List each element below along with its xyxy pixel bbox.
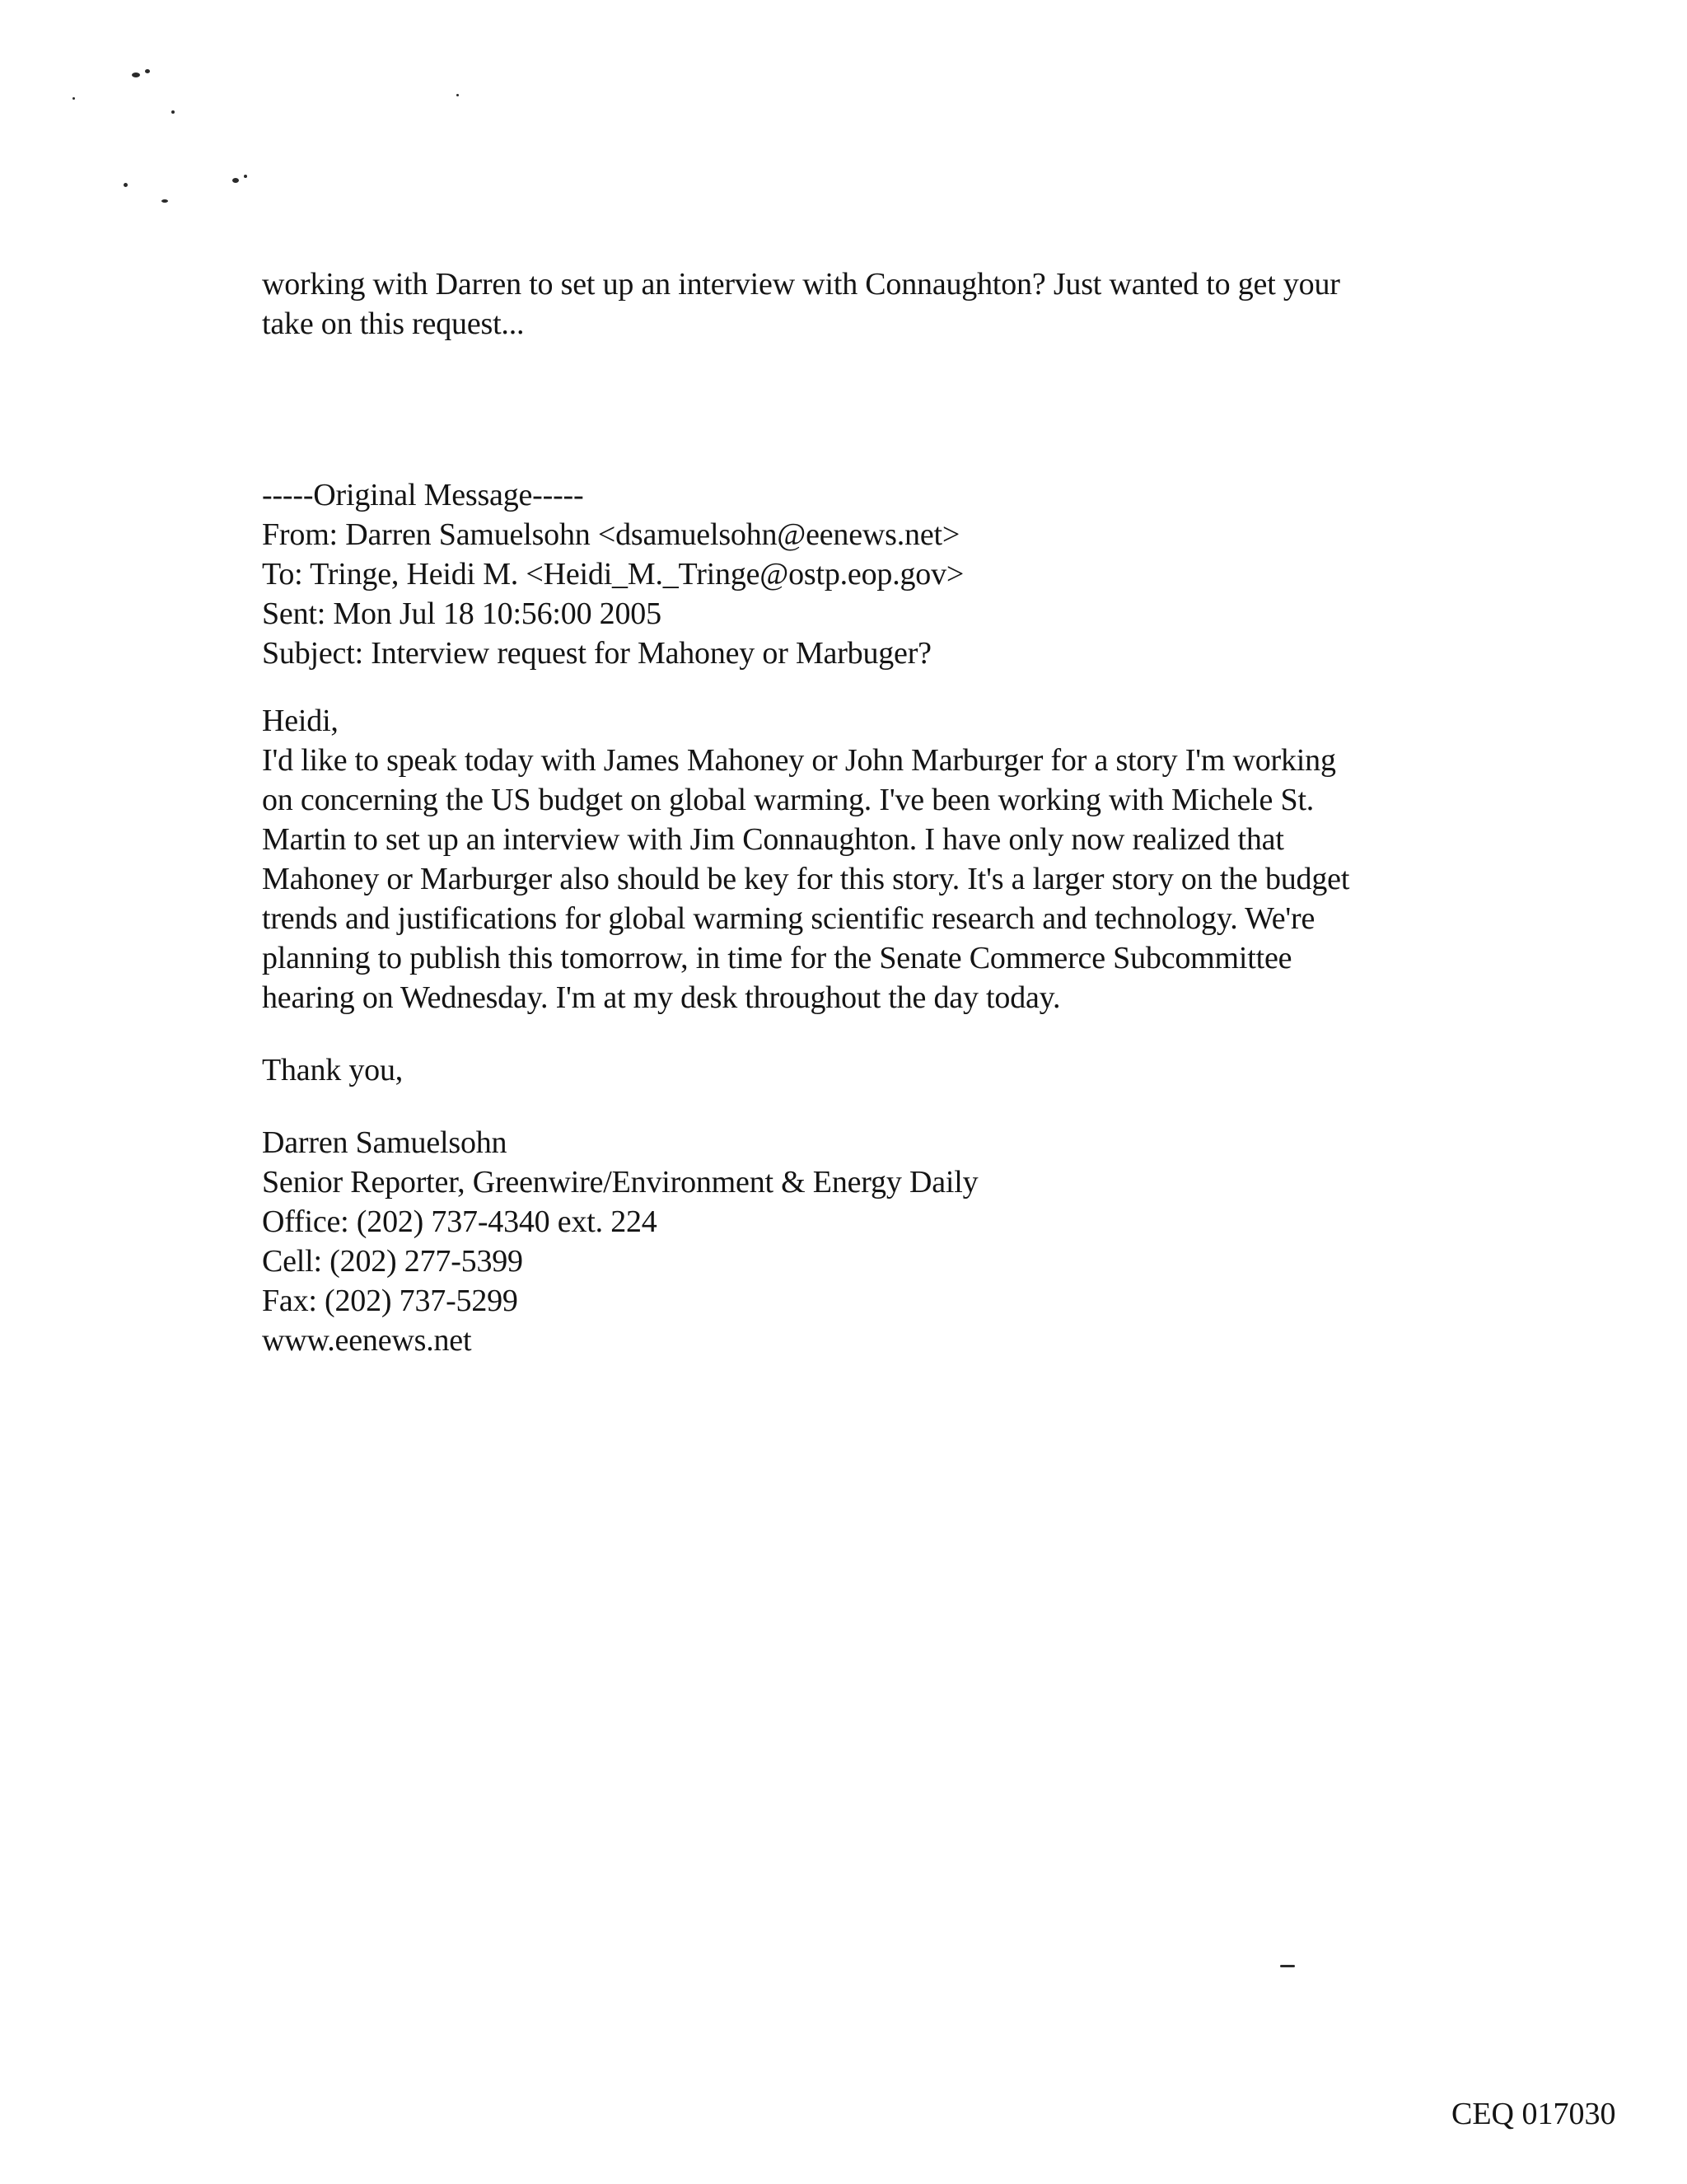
scan-speck (145, 69, 150, 73)
signature-title: Senior Reporter, Greenwire/Environment & Energy Daily (262, 1165, 979, 1200)
scan-speck (244, 175, 247, 178)
scan-speck (456, 94, 459, 96)
reply-line: working with Darren to set up an interview with Connaughton? Just wanted to get your (262, 267, 1340, 302)
body-line: hearing on Wednesday. I'm at my desk throughout the day today. (262, 980, 1061, 1015)
scan-speck (72, 97, 75, 100)
original-message-separator: -----Original Message----- (262, 478, 584, 512)
signature-cell: Cell: (202) 277-5399 (262, 1244, 523, 1279)
header-subject: Subject: Interview request for Mahoney or Marbuger? (262, 636, 932, 671)
scan-speck (232, 178, 239, 183)
scan-speck (124, 183, 128, 187)
body-line: on concerning the US budget on global warming. I've been working with Michele St. (262, 783, 1315, 817)
header-from: From: Darren Samuelsohn <dsamuelsohn@eenews.net> (262, 517, 960, 552)
reply-line: take on this request... (262, 306, 525, 341)
body-line: I'd like to speak today with James Mahoney or John Marburger for a story I'm working (262, 743, 1336, 778)
body-line: Martin to set up an interview with Jim Connaughton. I have only now realized that (262, 822, 1284, 857)
header-to: To: Tringe, Heidi M. <Heidi_M._Tringe@ostp.eop.gov> (262, 557, 965, 592)
greeting: Heidi, (262, 704, 339, 738)
signature-website: www.eenews.net (262, 1323, 472, 1358)
scan-speck (1280, 1965, 1295, 1967)
body-line: Mahoney or Marburger also should be key for this story. It's a larger story on the budget (262, 862, 1350, 896)
signature-fax: Fax: (202) 737-5299 (262, 1284, 518, 1318)
body-line: planning to publish this tomorrow, in time for the Senate Commerce Subcommittee (262, 941, 1292, 975)
document-id: CEQ 017030 (1451, 2097, 1616, 2131)
scan-speck (132, 72, 140, 77)
header-sent: Sent: Mon Jul 18 10:56:00 2005 (262, 596, 661, 631)
body-line: trends and justifications for global warming scientific research and technology. We're (262, 901, 1315, 936)
scan-speck (161, 199, 168, 203)
signature-name: Darren Samuelsohn (262, 1125, 507, 1160)
scan-speck (171, 110, 175, 114)
closing: Thank you, (262, 1053, 404, 1087)
signature-office: Office: (202) 737-4340 ext. 224 (262, 1204, 657, 1239)
